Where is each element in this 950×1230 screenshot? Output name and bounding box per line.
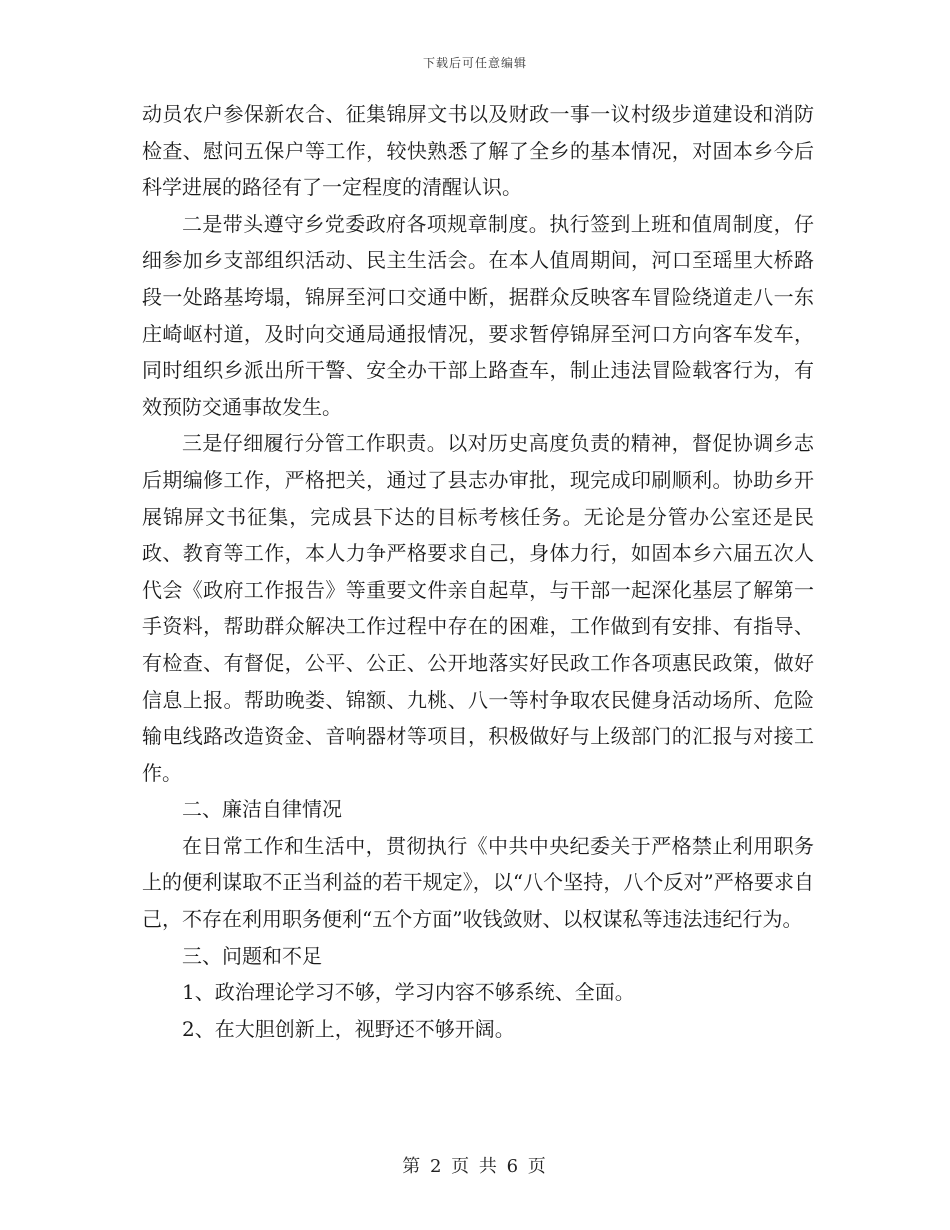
document-body (142, 96, 814, 1047)
section-heading-problems: 三、问题和不足 (182, 943, 322, 968)
page-number-footer: 第 2 页 共 6 页 (402, 1156, 548, 1177)
list-item-problem-2: 2、在大胆创新上，视野还不够开阔。 (182, 1016, 515, 1041)
paragraph-rules: 二是带头遵守乡党委政府各项规章制度。执行签到上班和值周制度，仔细参加乡支部组织活动、民主生活会。在本人值周期间，河口至瑶里大桥路段一处路基垮塌，锦屏至河口交通中断，据群众反映客车冒险绕道走八一东庄崎岖村道，及时向交通局通报情况，要求暂停锦屏至河口方向客车发车，同时组织乡派出所干警、安全办干部上路查车，制止违法冒险载客行为，有效预防交通事故发生。 (142, 211, 814, 419)
paragraph-integrity: 在日常工作和生活中，贯彻执行《中共中央纪委关于严格禁止利用职务上的便利谋取不正当利益的若干规定》，以“八个坚持，八个反对”严格要求自己，不存在利用职务便利“五个方面”收钱敛财、以权谋私等违法违纪行为。 (142, 833, 814, 932)
paragraph-continuation: 动员农户参保新农合、征集锦屏文书以及财政一事一议村级步道建设和消防检查、慰问五保户等工作，较快熟悉了解了全乡的基本情况，对固本乡今后科学进展的路径有了一定程度的清醒认识。 (142, 102, 814, 200)
page-header: 下载后可任意编辑 (422, 56, 527, 70)
paragraph-duties: 三是仔细履行分管工作职责。以对历史高度负责的精神，督促协调乡志后期编修工作，严格把关，通过了县志办审批，现完成印刷顺利。协助乡开展锦屏文书征集，完成县下达的目标考核任务。无论是分管办公室还是民政、教育等工作，本人力争严格要求自己，身体力行，如固本乡六届五次人代会《政府工作报告》等重要文件亲自起草，与干部一起深化基层了解第一手资料，帮助群众解决工作过程中存在的困难，工作做到有安排、有指导、有检查、有督促，公平、公正、公开地落实好民政工作各项惠民政策，做好信息上报。帮助晚娄、锦额、九桃、八一等村争取农民健身活动场所、危险输电线路改造资金、音响器材等项目，积极做好与上级部门的汇报与对接工作。 (142, 431, 814, 785)
list-item-problem-1: 1、政治理论学习不够，学习内容不够系统、全面。 (182, 980, 635, 1005)
section-heading-integrity: 二、廉洁自律情况 (182, 797, 342, 822)
